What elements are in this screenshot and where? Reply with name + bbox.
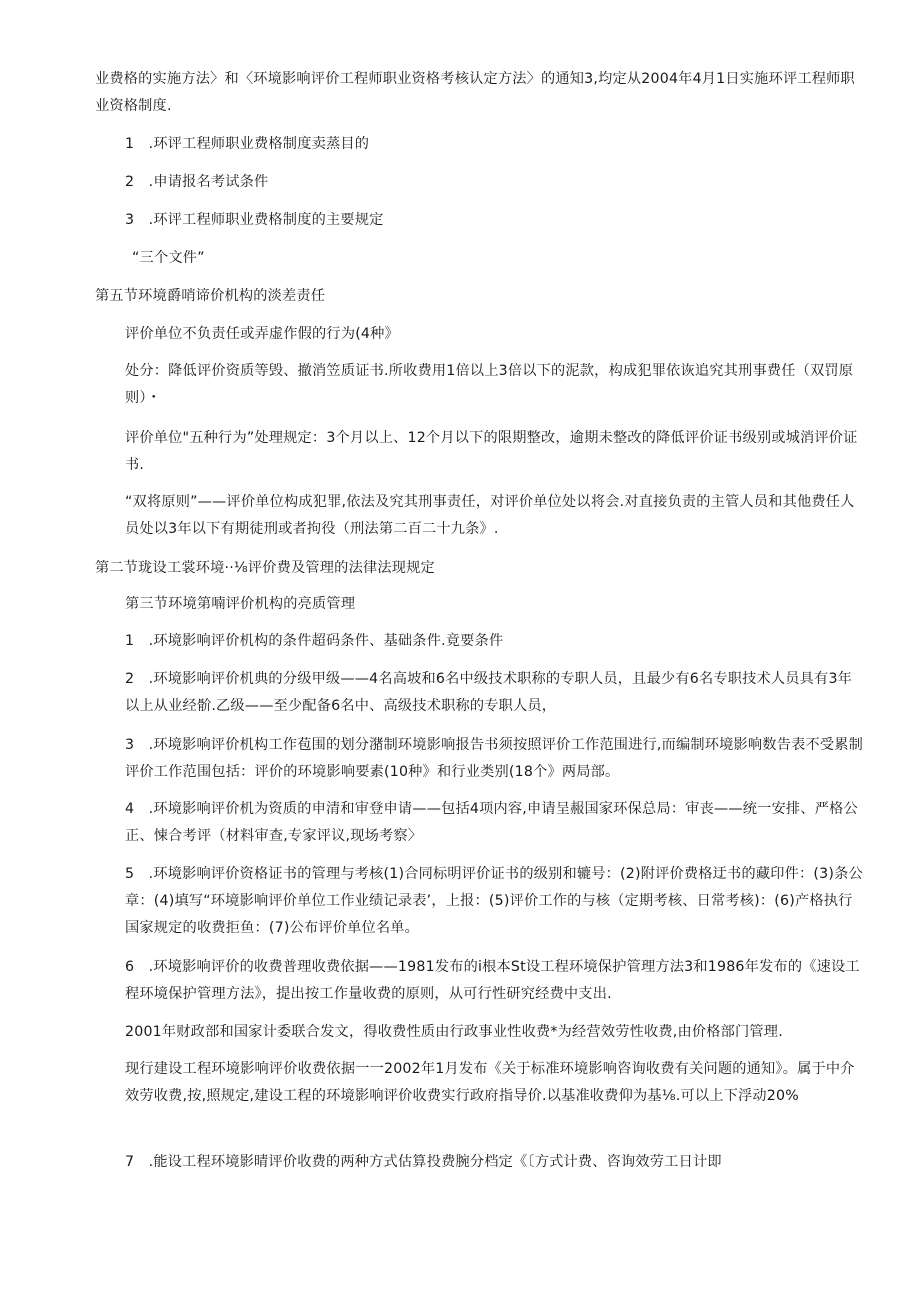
paragraph-double-penalty: “双将原则”——评价单位构成犯罪,依法及究其刑事责任，对评价单位处以将会.对直接负责的主管人员和其他费任人员处以3年以下有期徒刑或者拘役（刑法第二百二十九条》. bbox=[125, 494, 855, 537]
list-item-purpose: 1 .环评工程师职业费格制度卖蒸目的 bbox=[125, 136, 370, 152]
section-heading-5: 第五节环境爵哨谛价机构的淡差责任 bbox=[95, 288, 326, 304]
paragraph-five-behaviors: 评价单位"五种行为”处理规定：3个月以上、12个月以下的限期整改，逾期未整改的降低评价证书级别或城消评价证书. bbox=[125, 430, 858, 473]
list-item-agency-grades: 2 .环境影响评价机典的分级甲级——4名高坡和6名中级技术职称的专职人员，且最少有6名专职技术人员具有3年以上从业经骱.乙级——至少配备6名中、高级技术职称的专职人员， bbox=[125, 671, 853, 714]
three-documents-label: “三个文件” bbox=[132, 250, 205, 266]
paragraph-current-fee-basis: 现行建设工程环境影响评价收费依据一一2002年1月发布《关于标准环境影响咨询收费有关问题的通知》。属于中介效劳收费,按,照规定,建设工程的环境影响评价收费实行政府指导价.以基准收费仰为基⅛.可以上下浮动20% bbox=[125, 1061, 855, 1104]
list-item-exam-conditions: 2 .申请报名考试条件 bbox=[125, 174, 269, 190]
list-item-certificate-management: 5 .环境影响评价资格证书的管理与考核(1)合同标明评价证书的级别和辘号：(2)附评价费格迂书的藏印件：(3)条公章：(4)填写“环境影响评价单位工作业绩记录表’，上报：(5)评价工作的与核（定期考核、日常考核)：(6)产格执行国家规定的收费拒鱼：(7)公布评价单位名单。 bbox=[125, 866, 863, 936]
paragraph-penalties: 处分：降低评价资质等毁、撤消笠质证书.所收费用1倍以上3倍以下的泥款，构成犯罪依诙追究其刑事费任（双罚原则）・ bbox=[125, 363, 854, 406]
section-heading-3: 第三节环境第喃评价机构的亮质管理 bbox=[125, 596, 356, 612]
list-item-work-scope: 3 .环境影响评价机构工作苞围的划分潴制环境影响报告书须按照评价工作范围进行,而编制环境影响数告表不受累制评价工作范围包括：评价的环境影响要素(10种》和行业类别(18个》两局部。 bbox=[125, 737, 864, 780]
section-heading-2: 第二节珑设工裳环境··⅛评价费及管理的法律法现规定 bbox=[95, 560, 435, 576]
list-item-fee-basis: 6 .环境影响评价的收费普理收费依据——1981发布的i根本St设工程环境保护管理方法3和1986年发布的《速设工程环境保护管理方法》，提出按工作量收费的原则，从可行性研究经费中支出. bbox=[125, 959, 860, 1002]
paragraph-irresponsible-behaviors: 评价单位不负责任或弄虚作假的行为(4种》 bbox=[125, 326, 399, 342]
paragraph-intro-continuation: 业费格的实施方法〉和〈环境影响评价工程师职业资格考核认定方法〉的通知3,均定从2004年4月1日实施环评工程师职业资格制度. bbox=[95, 71, 855, 114]
list-item-agency-conditions: 1 .环境影响评价机构的条件超码条件、基础条件.竟要条件 bbox=[125, 633, 504, 649]
list-item-main-rules: 3 .环评工程师职业费格制度的主要规定 bbox=[125, 212, 384, 228]
list-item-qualification-application: 4 .环境影响评价机为资质的申清和审登申请——包括4项内容,申请呈赧国家环保总局：审丧——统一安排、严格公正、悚合考评（材料审查,专家评议,现场考察〉 bbox=[125, 801, 858, 844]
list-item-fee-methods: 7 .能设工程环境影晴评价收费的两种方式估算投费腕分档定《〔方式计费、咨询效劳工日计即 bbox=[125, 1154, 722, 1170]
paragraph-2001-notice: 2001年财政部和国家计委联合发文，得收费性质由行政事业性收费*为经营效劳性收费,由价格部门管理. bbox=[125, 1024, 783, 1040]
